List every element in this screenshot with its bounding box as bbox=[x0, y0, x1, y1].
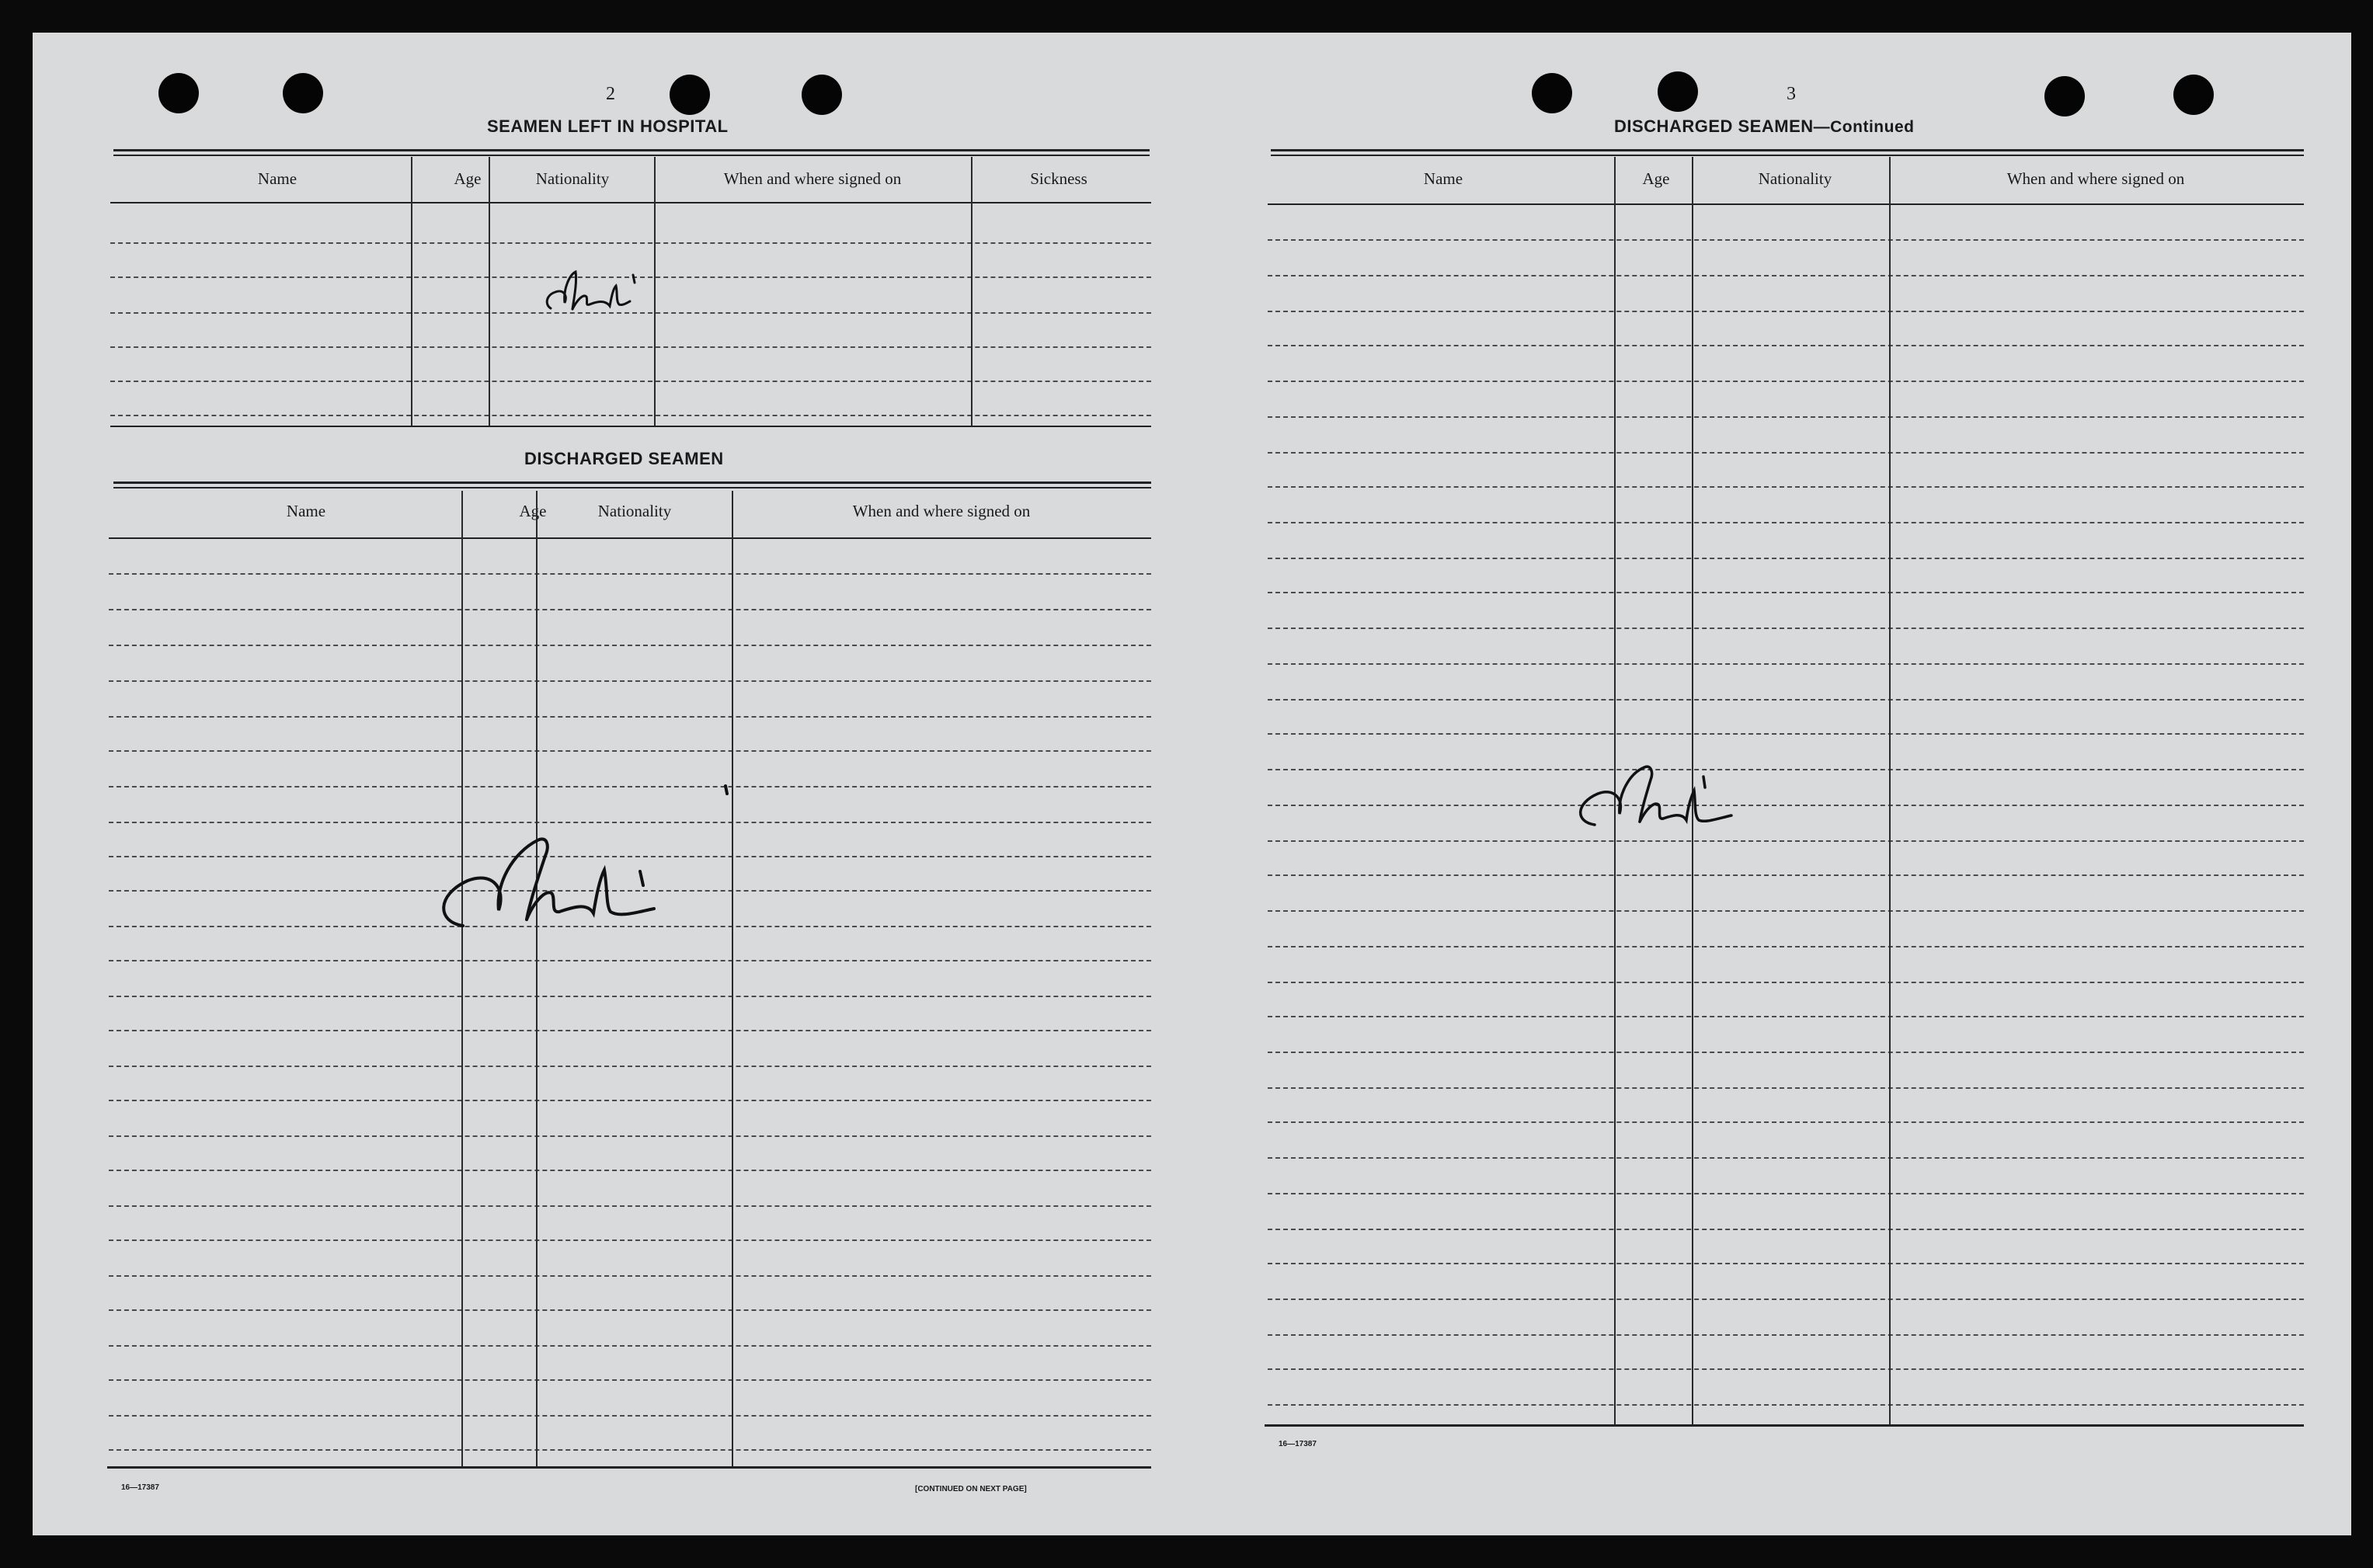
discharged-row-line bbox=[109, 680, 1151, 682]
discharged-header-age: Age bbox=[519, 502, 547, 520]
hospital-header-name: Name bbox=[257, 169, 297, 188]
right-row-line bbox=[1268, 1157, 2304, 1159]
hospital-row-line bbox=[110, 415, 1151, 416]
right-row-line bbox=[1268, 311, 2304, 312]
discharged-row-line bbox=[109, 960, 1151, 961]
right-header-signed-on: When and where signed on bbox=[2006, 169, 2185, 188]
right-header-age: Age bbox=[1642, 169, 1670, 188]
discharged-row-line bbox=[109, 1066, 1151, 1067]
discharged-row-line bbox=[109, 786, 1151, 787]
discharged-row-line bbox=[109, 716, 1151, 718]
discharged-row-line bbox=[109, 1030, 1151, 1031]
hospital-table-top-rule bbox=[113, 149, 1150, 156]
right-row-line bbox=[1268, 486, 2304, 488]
discharged-row-line bbox=[109, 1170, 1151, 1171]
hospital-header-rule bbox=[110, 202, 1151, 203]
discharged-row-line bbox=[109, 1309, 1151, 1311]
discharged-row-line bbox=[109, 1100, 1151, 1101]
discharged-column-divider bbox=[461, 491, 463, 1466]
discharged-header-signed-on: When and where signed on bbox=[852, 502, 1031, 520]
punch-hole bbox=[802, 75, 842, 115]
punch-hole bbox=[2044, 76, 2085, 116]
discharged-row-line bbox=[109, 996, 1151, 997]
discharged-row-line bbox=[109, 1135, 1151, 1137]
right-row-line bbox=[1268, 416, 2304, 418]
discharged-continued-suffix: —Continued bbox=[1813, 118, 1915, 136]
right-row-line bbox=[1268, 1404, 2304, 1406]
right-header-name: Name bbox=[1423, 169, 1463, 188]
discharged-row-line bbox=[109, 1379, 1151, 1381]
discharged-row-line bbox=[109, 573, 1151, 575]
punch-hole bbox=[2173, 75, 2214, 115]
right-row-line bbox=[1268, 1334, 2304, 1336]
discharged-row-line bbox=[109, 609, 1151, 610]
right-row-line bbox=[1268, 1368, 2304, 1370]
right-row-line bbox=[1268, 1229, 2304, 1230]
discharged-row-line bbox=[109, 1345, 1151, 1347]
discharged-row-line bbox=[109, 645, 1151, 646]
right-row-line bbox=[1268, 910, 2304, 912]
hospital-nil-annotation bbox=[541, 266, 650, 320]
hospital-section-title: SEAMEN LEFT IN HOSPITAL bbox=[487, 116, 729, 136]
form-sheet bbox=[33, 33, 2351, 1535]
right-row-line bbox=[1268, 239, 2304, 241]
right-row-line bbox=[1268, 1087, 2304, 1089]
right-row-line bbox=[1268, 1263, 2304, 1264]
right-row-line bbox=[1268, 982, 2304, 983]
right-table-bottom-rule bbox=[1265, 1424, 2304, 1427]
right-row-line bbox=[1268, 558, 2304, 559]
discharged-header-rule bbox=[109, 537, 1151, 539]
right-row-line bbox=[1268, 1121, 2304, 1123]
discharged-column-divider bbox=[732, 491, 733, 1466]
hospital-column-divider bbox=[971, 157, 973, 426]
page-number-left: 2 bbox=[606, 84, 615, 104]
punch-hole bbox=[158, 73, 199, 113]
right-row-line bbox=[1268, 628, 2304, 629]
right-header-nationality: Nationality bbox=[1758, 169, 1832, 188]
discharged-row-line bbox=[109, 1449, 1151, 1451]
right-row-line bbox=[1268, 1193, 2304, 1194]
punch-hole bbox=[283, 73, 323, 113]
hospital-header-sickness: Sickness bbox=[1030, 169, 1087, 188]
discharged-header-name: Name bbox=[286, 502, 326, 520]
discharged-row-line bbox=[109, 1415, 1151, 1417]
discharged-column-divider bbox=[536, 491, 538, 1466]
right-row-line bbox=[1268, 592, 2304, 593]
right-row-line bbox=[1268, 733, 2304, 735]
punch-hole bbox=[1658, 71, 1698, 112]
right-column-divider bbox=[1889, 157, 1891, 1424]
hospital-row-line bbox=[110, 242, 1151, 244]
right-row-line bbox=[1268, 840, 2304, 842]
right-row-line bbox=[1268, 275, 2304, 276]
discharged-header-nationality: Nationality bbox=[597, 502, 672, 520]
discharged-nil-annotation bbox=[421, 809, 701, 949]
right-row-line bbox=[1268, 1052, 2304, 1053]
hospital-column-divider bbox=[489, 157, 490, 426]
discharged-row-line bbox=[109, 1205, 1151, 1207]
right-table-top-rule bbox=[1271, 149, 2304, 156]
right-row-line bbox=[1268, 874, 2304, 876]
left-form-number: 16—17387 bbox=[121, 1483, 159, 1492]
discharged-row-line bbox=[109, 1239, 1151, 1241]
discharged-row-line bbox=[109, 1275, 1151, 1277]
hospital-table-bottom-rule bbox=[110, 426, 1151, 427]
discharged-row-line bbox=[109, 750, 1151, 752]
continued-note: [CONTINUED ON NEXT PAGE] bbox=[915, 1485, 1027, 1493]
punch-hole bbox=[670, 75, 710, 115]
hospital-header-signed-on: When and where signed on bbox=[723, 169, 902, 188]
page-number-right: 3 bbox=[1787, 84, 1796, 104]
discharged-section-title: DISCHARGED SEAMEN bbox=[524, 449, 724, 468]
right-form-number: 16—17387 bbox=[1279, 1440, 1317, 1448]
right-row-line bbox=[1268, 522, 2304, 523]
right-row-line bbox=[1268, 381, 2304, 382]
right-row-line bbox=[1268, 1299, 2304, 1300]
right-header-rule bbox=[1268, 203, 2304, 205]
right-nil-annotation bbox=[1567, 747, 1761, 840]
discharged-table-bottom-rule bbox=[107, 1466, 1151, 1469]
discharged-table-top-rule bbox=[113, 482, 1151, 488]
hospital-header-nationality: Nationality bbox=[535, 169, 610, 188]
right-row-line bbox=[1268, 345, 2304, 346]
right-row-line bbox=[1268, 452, 2304, 454]
discharged-continued-title bbox=[1614, 116, 1914, 137]
right-row-line bbox=[1268, 699, 2304, 701]
hospital-column-divider bbox=[654, 157, 656, 426]
hospital-column-divider bbox=[411, 157, 412, 426]
discharged-continued-title-main: DISCHARGED SEAMEN bbox=[1614, 116, 1814, 136]
right-row-line bbox=[1268, 769, 2304, 770]
right-row-line bbox=[1268, 1016, 2304, 1017]
hospital-header-age: Age bbox=[454, 169, 482, 188]
punch-hole bbox=[1532, 73, 1572, 113]
right-row-line bbox=[1268, 805, 2304, 806]
right-row-line bbox=[1268, 663, 2304, 665]
hospital-row-line bbox=[110, 381, 1151, 382]
right-row-line bbox=[1268, 946, 2304, 947]
hospital-row-line bbox=[110, 346, 1151, 348]
